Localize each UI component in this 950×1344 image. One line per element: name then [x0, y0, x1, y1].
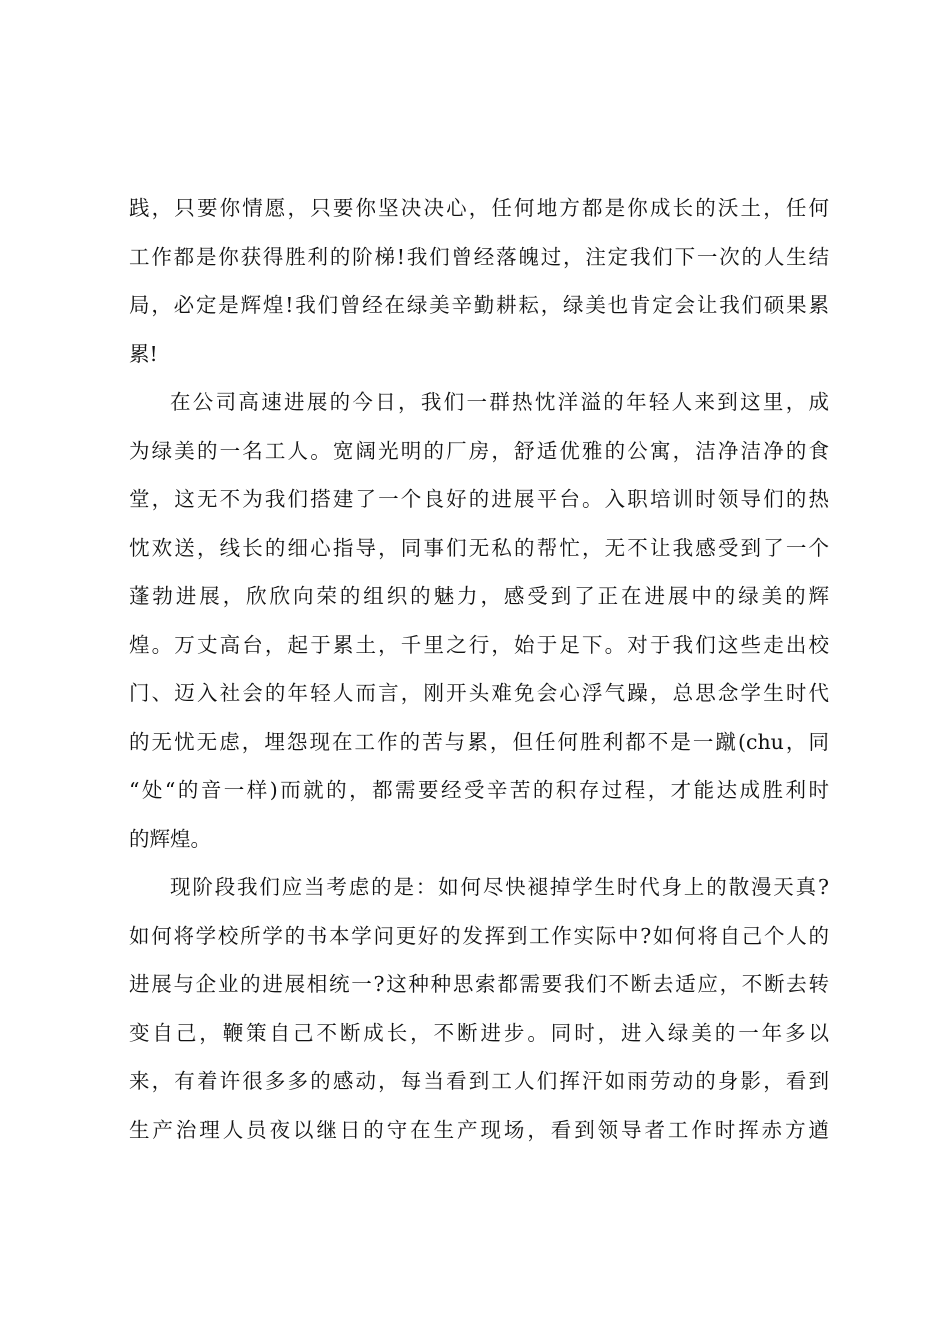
body-text [129, 184, 829, 1154]
text-line: 为绿美的一名工人。宽阔光明的厂房，舒适优雅的公寓，洁净洁净的食 [129, 438, 829, 463]
text-line: “处“的音一样)而就的，都需要经受辛苦的积存过程，才能达成胜利时 [129, 778, 829, 802]
text-line: 践，只要你情愿，只要你坚决决心，任何地方都是你成长的沃土，任何 [129, 196, 829, 220]
text-line: 门、迈入社会的年轻人而言，刚开头难免会心浮气躁，总思念学生时代 [129, 681, 829, 705]
text-line: 变自己，鞭策自己不断成长，不断进步。同时，进入绿美的一年多以 [129, 1020, 829, 1045]
text-line: 如何将学校所学的书本学问更好的发挥到工作实际中?如何将自己个人的 [129, 923, 829, 948]
text-line: 蓬勃进展，欣欣向荣的组织的魅力，感受到了正在进展中的绿美的辉 [129, 584, 829, 608]
text-line: 进展与企业的进展相统一?这种种思索都需要我们不断去适应，不断去转 [129, 972, 829, 996]
text-line: 来，有着许很多多的感动，每当看到工人们挥汗如雨劳动的身影，看到 [129, 1069, 829, 1093]
text-line: 忱欢送，线长的细心指导，同事们无私的帮忙，无不让我感受到了一个 [129, 535, 829, 560]
paragraph-3 [129, 863, 829, 1154]
text-line: 现阶段我们应当考虑的是：如何尽快褪掉学生时代身上的散漫天真? [170, 875, 829, 899]
paragraph-1 [129, 184, 829, 378]
text-line: 的无忧无虑，埋怨现在工作的苦与累，但任何胜利都不是一蹴(chu，同 [129, 729, 829, 754]
text-line: 工作都是你获得胜利的阶梯!我们曾经落魄过，注定我们下一次的人生结 [129, 244, 829, 269]
text-line: 煌。万丈高台，起于累土，千里之行，始于足下。对于我们这些走出校 [129, 632, 829, 657]
text-line: 的辉煌。 [129, 826, 211, 851]
text-line: 局，必定是辉煌!我们曾经在绿美辛勤耕耘，绿美也肯定会让我们硕果累 [129, 293, 829, 317]
text-line: 生产治理人员夜以继日的守在生产现场，看到领导者工作时挥赤方遒 [129, 1117, 829, 1142]
paragraph-2 [129, 378, 829, 863]
text-line: 堂，这无不为我们搭建了一个良好的进展平台。入职培训时领导们的热 [129, 487, 829, 511]
text-line: 累! [129, 341, 158, 366]
text-line: 在公司高速进展的今日，我们一群热忱洋溢的年轻人来到这里，成 [170, 390, 829, 414]
